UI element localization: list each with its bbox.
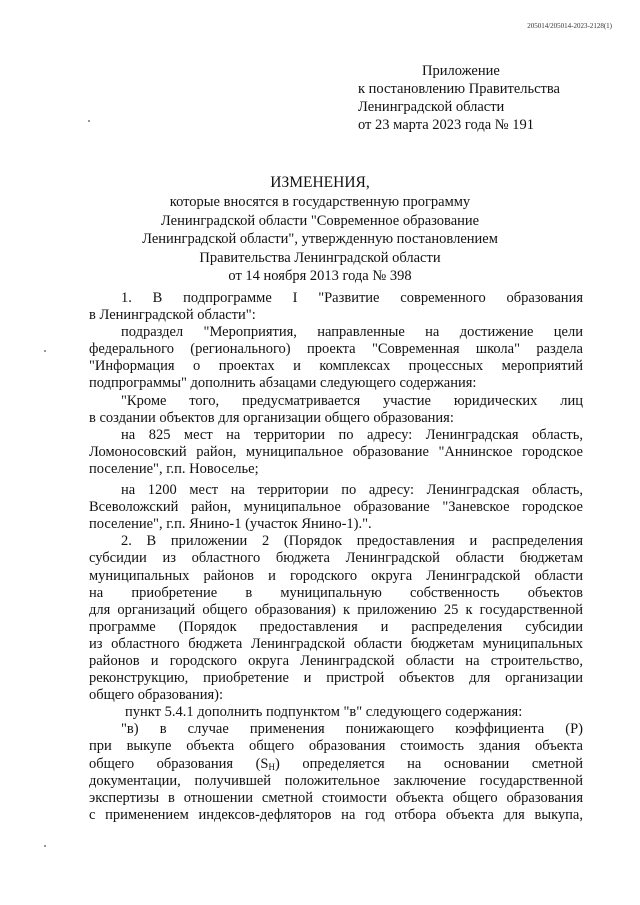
body-line: подпрограммы" дополнить абзацами следующего содержания: bbox=[89, 375, 477, 392]
body-line: федерального (регионального) проекта "Современная школа" раздела bbox=[89, 341, 583, 358]
body-line: муниципальных районов и городского округа Ленинградской области bbox=[89, 567, 583, 584]
appendix-line: Приложение bbox=[422, 63, 500, 79]
body-line: "в) в случае применения понижающего коэффициента (Р) bbox=[121, 721, 583, 738]
appendix-line: Ленинградской области bbox=[358, 99, 505, 115]
body-line-formula bbox=[89, 756, 583, 773]
body-line: программе (Порядок предоставления и распределения субсидии bbox=[89, 618, 583, 635]
body-line: 1. В подпрограмме I "Развитие современного образования bbox=[121, 290, 583, 306]
formula-text-after: ) определяется на основании сметной bbox=[275, 755, 583, 772]
document-id: 205014/205014-2023-2128(1) bbox=[527, 22, 612, 30]
body-line: реконструкцию, приобретение и пристрой объектов для организации bbox=[89, 670, 583, 687]
body-line: подраздел "Мероприятия, направленные на достижение цели bbox=[121, 324, 583, 341]
body-line: "Кроме того, предусматривается участие юридических лиц bbox=[121, 392, 583, 409]
body-line: в Ленинградской области": bbox=[89, 307, 256, 324]
body-line: субсидии из областного бюджета Ленинградской области бюджетам bbox=[89, 550, 583, 567]
body-line: "Информация о проектах и комплексах процессных мероприятий bbox=[89, 358, 583, 375]
body-line: поселение", г.п. Новоселье; bbox=[89, 460, 259, 477]
body-line: Всеволожский район, муниципальное образование "Заневское городское bbox=[89, 499, 583, 516]
document-heading bbox=[0, 174, 640, 285]
body-line: поселение", г.п. Янино-1 (участок Янино-1).". bbox=[89, 516, 372, 533]
heading-line: Ленинградской области", утвержденную постановлением bbox=[142, 231, 498, 248]
appendix-block bbox=[358, 62, 560, 134]
body-line: в создании объектов для организации общего образования: bbox=[89, 409, 454, 426]
body-line: районов и городского округа Ленинградской области на строительство, bbox=[89, 652, 583, 669]
scan-speck bbox=[88, 120, 90, 122]
formula-text-before: общего образования (S bbox=[89, 755, 269, 772]
body-line: 2. В приложении 2 (Порядок предоставления и распределения bbox=[121, 533, 583, 550]
subscript-h: Н bbox=[268, 761, 275, 772]
scan-speck bbox=[44, 350, 46, 352]
appendix-line: от 23 марта 2023 года № 191 bbox=[358, 117, 534, 133]
body-line: общего образования): bbox=[89, 687, 224, 704]
body-line: пункт 5.4.1 дополнить подпунктом "в" следующего содержания: bbox=[125, 704, 523, 721]
body-line: документации, получившей положительное заключение государственной bbox=[89, 772, 583, 789]
heading-line: Правительства Ленинградской области bbox=[199, 249, 441, 266]
body-line: с применением индексов-дефляторов на год отбора объекта для выкупа, bbox=[89, 806, 583, 823]
body-line: экспертизы в отношении сметной стоимости объекта общего образования bbox=[89, 789, 583, 806]
heading-line: Ленинградской области "Современное образование bbox=[160, 212, 480, 229]
appendix-line: к постановлению Правительства bbox=[358, 81, 560, 97]
document-title: ИЗМЕНЕНИЯ, bbox=[270, 174, 370, 191]
heading-line: которые вносятся в государственную программу bbox=[169, 194, 471, 211]
body-line: на 1200 мест на территории по адресу: Ленинградская область, bbox=[121, 482, 583, 499]
body-line: на приобретение в муниципальную собственность объектов bbox=[89, 584, 583, 601]
scan-speck bbox=[44, 845, 46, 847]
document-body bbox=[89, 290, 583, 824]
body-line: Ломоносовский район, муниципальное образование "Аннинское городское bbox=[89, 443, 583, 460]
body-line: из областного бюджета Ленинградской области бюджетам муниципальных bbox=[89, 635, 583, 652]
body-line: для организаций общего образования) к приложению 25 к государственной bbox=[89, 601, 583, 618]
body-line: на 825 мест на территории по адресу: Ленинградская область, bbox=[121, 426, 583, 443]
body-line: при выкупе объекта общего образования стоимость здания объекта bbox=[89, 738, 583, 755]
heading-line: от 14 ноября 2013 года № 398 bbox=[228, 268, 412, 285]
